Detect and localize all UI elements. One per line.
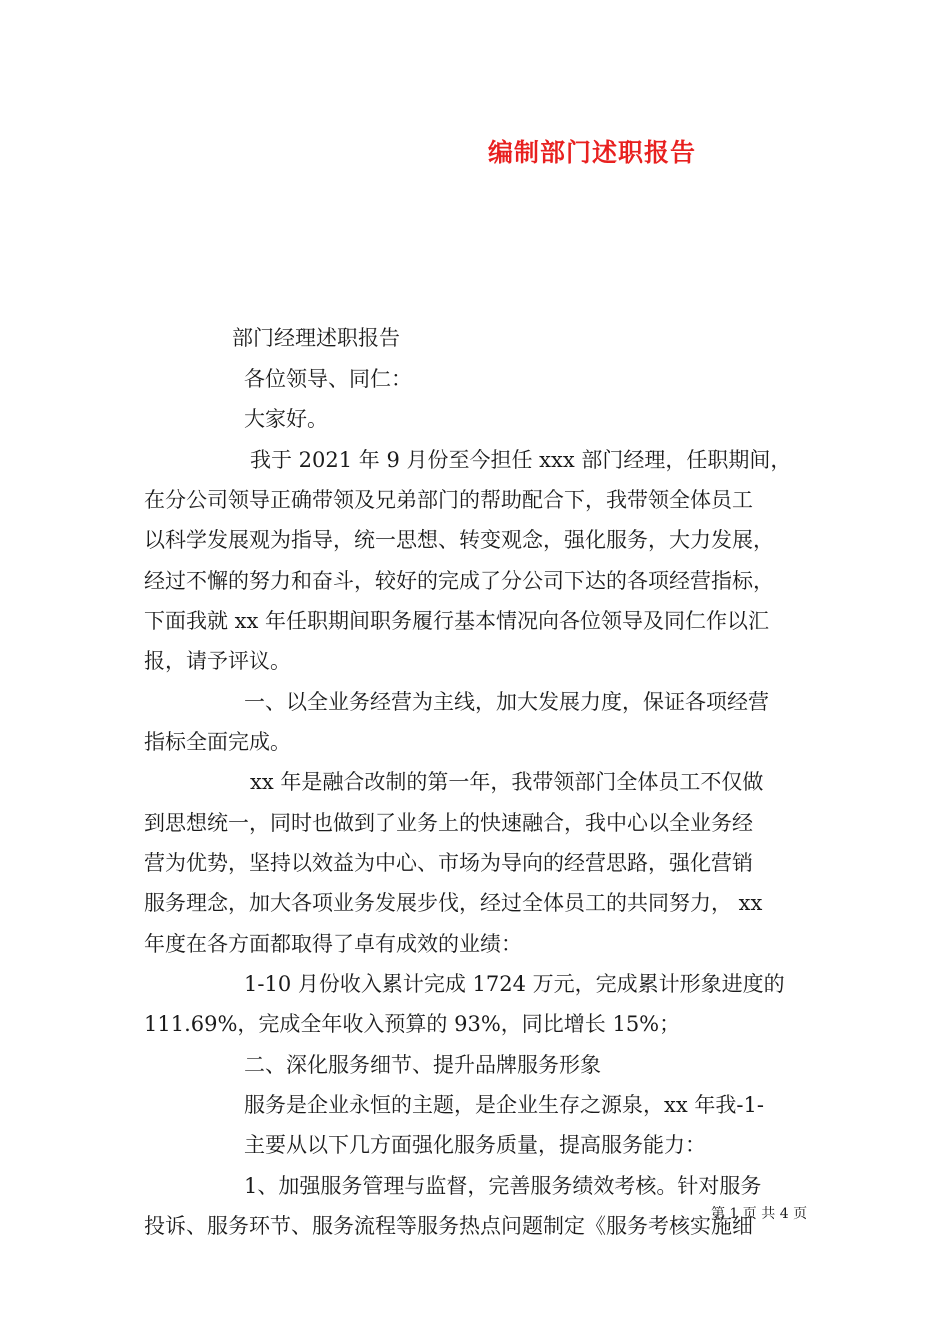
section-heading: 二、深化服务细节、提升品牌服务形象 [244, 1053, 601, 1077]
text-line: 服务理念，加大各项业务发展步伐，经过全体员工的共同努力， xx [144, 891, 763, 915]
text-line: 指标全面完成。 [144, 730, 291, 754]
text-line: 年度在各方面都取得了卓有成效的业绩： [144, 932, 522, 956]
text-line: 以科学发展观为指导，统一思想、转变观念，强化服务，大力发展， [144, 528, 774, 552]
text-line: 大家好。 [244, 407, 328, 431]
text-line: 1、加强服务管理与监督，完善服务绩效考核。针对服务 [244, 1174, 762, 1198]
text-line: 部门经理述职报告 [232, 326, 400, 350]
text-line: 经过不懈的努力和奋斗，较好的完成了分公司下达的各项经营指标， [144, 569, 774, 593]
text-line: 到思想统一，同时也做到了业务上的快速融合，我中心以全业务经 [144, 811, 753, 835]
text-line: 各位领导、同仁： [244, 367, 412, 391]
text-line: 服务是企业永恒的主题，是企业生存之源泉，xx 年我-1- [244, 1093, 764, 1117]
text-line: xx 年是融合改制的第一年，我带领部门全体员工不仅做 [250, 770, 764, 794]
document-title: 编制部门述职报告 [488, 138, 697, 167]
text-line: 在分公司领导正确带领及兄弟部门的帮助配合下，我带领全体员工 [144, 488, 753, 512]
text-line: 营为优势，坚持以效益为中心、市场为导向的经营思路，强化营销 [144, 851, 753, 875]
section-heading: 一、以全业务经营为主线，加大发展力度，保证各项经营 [244, 690, 769, 714]
text-line: 1-10 月份收入累计完成 1724 万元，完成累计形象进度的 [244, 972, 785, 996]
text-line: 我于 2021 年 9 月份至今担任 xxx 部门经理，任职期间， [250, 448, 792, 472]
text-line: 主要从以下几方面强化服务质量，提高服务能力： [244, 1133, 706, 1157]
text-line: 报，请予评议。 [144, 649, 291, 673]
page-number: 第 1 页 共 4 页 [711, 1206, 808, 1222]
text-line: 111.69%，完成全年收入预算的 93%，同比增长 15%； [144, 1012, 681, 1036]
text-line: 投诉、服务环节、服务流程等服务热点问题制定《服务考核实施细 [144, 1214, 753, 1238]
text-line: 下面我就 xx 年任职期间职务履行基本情况向各位领导及同仁作以汇 [144, 609, 770, 633]
